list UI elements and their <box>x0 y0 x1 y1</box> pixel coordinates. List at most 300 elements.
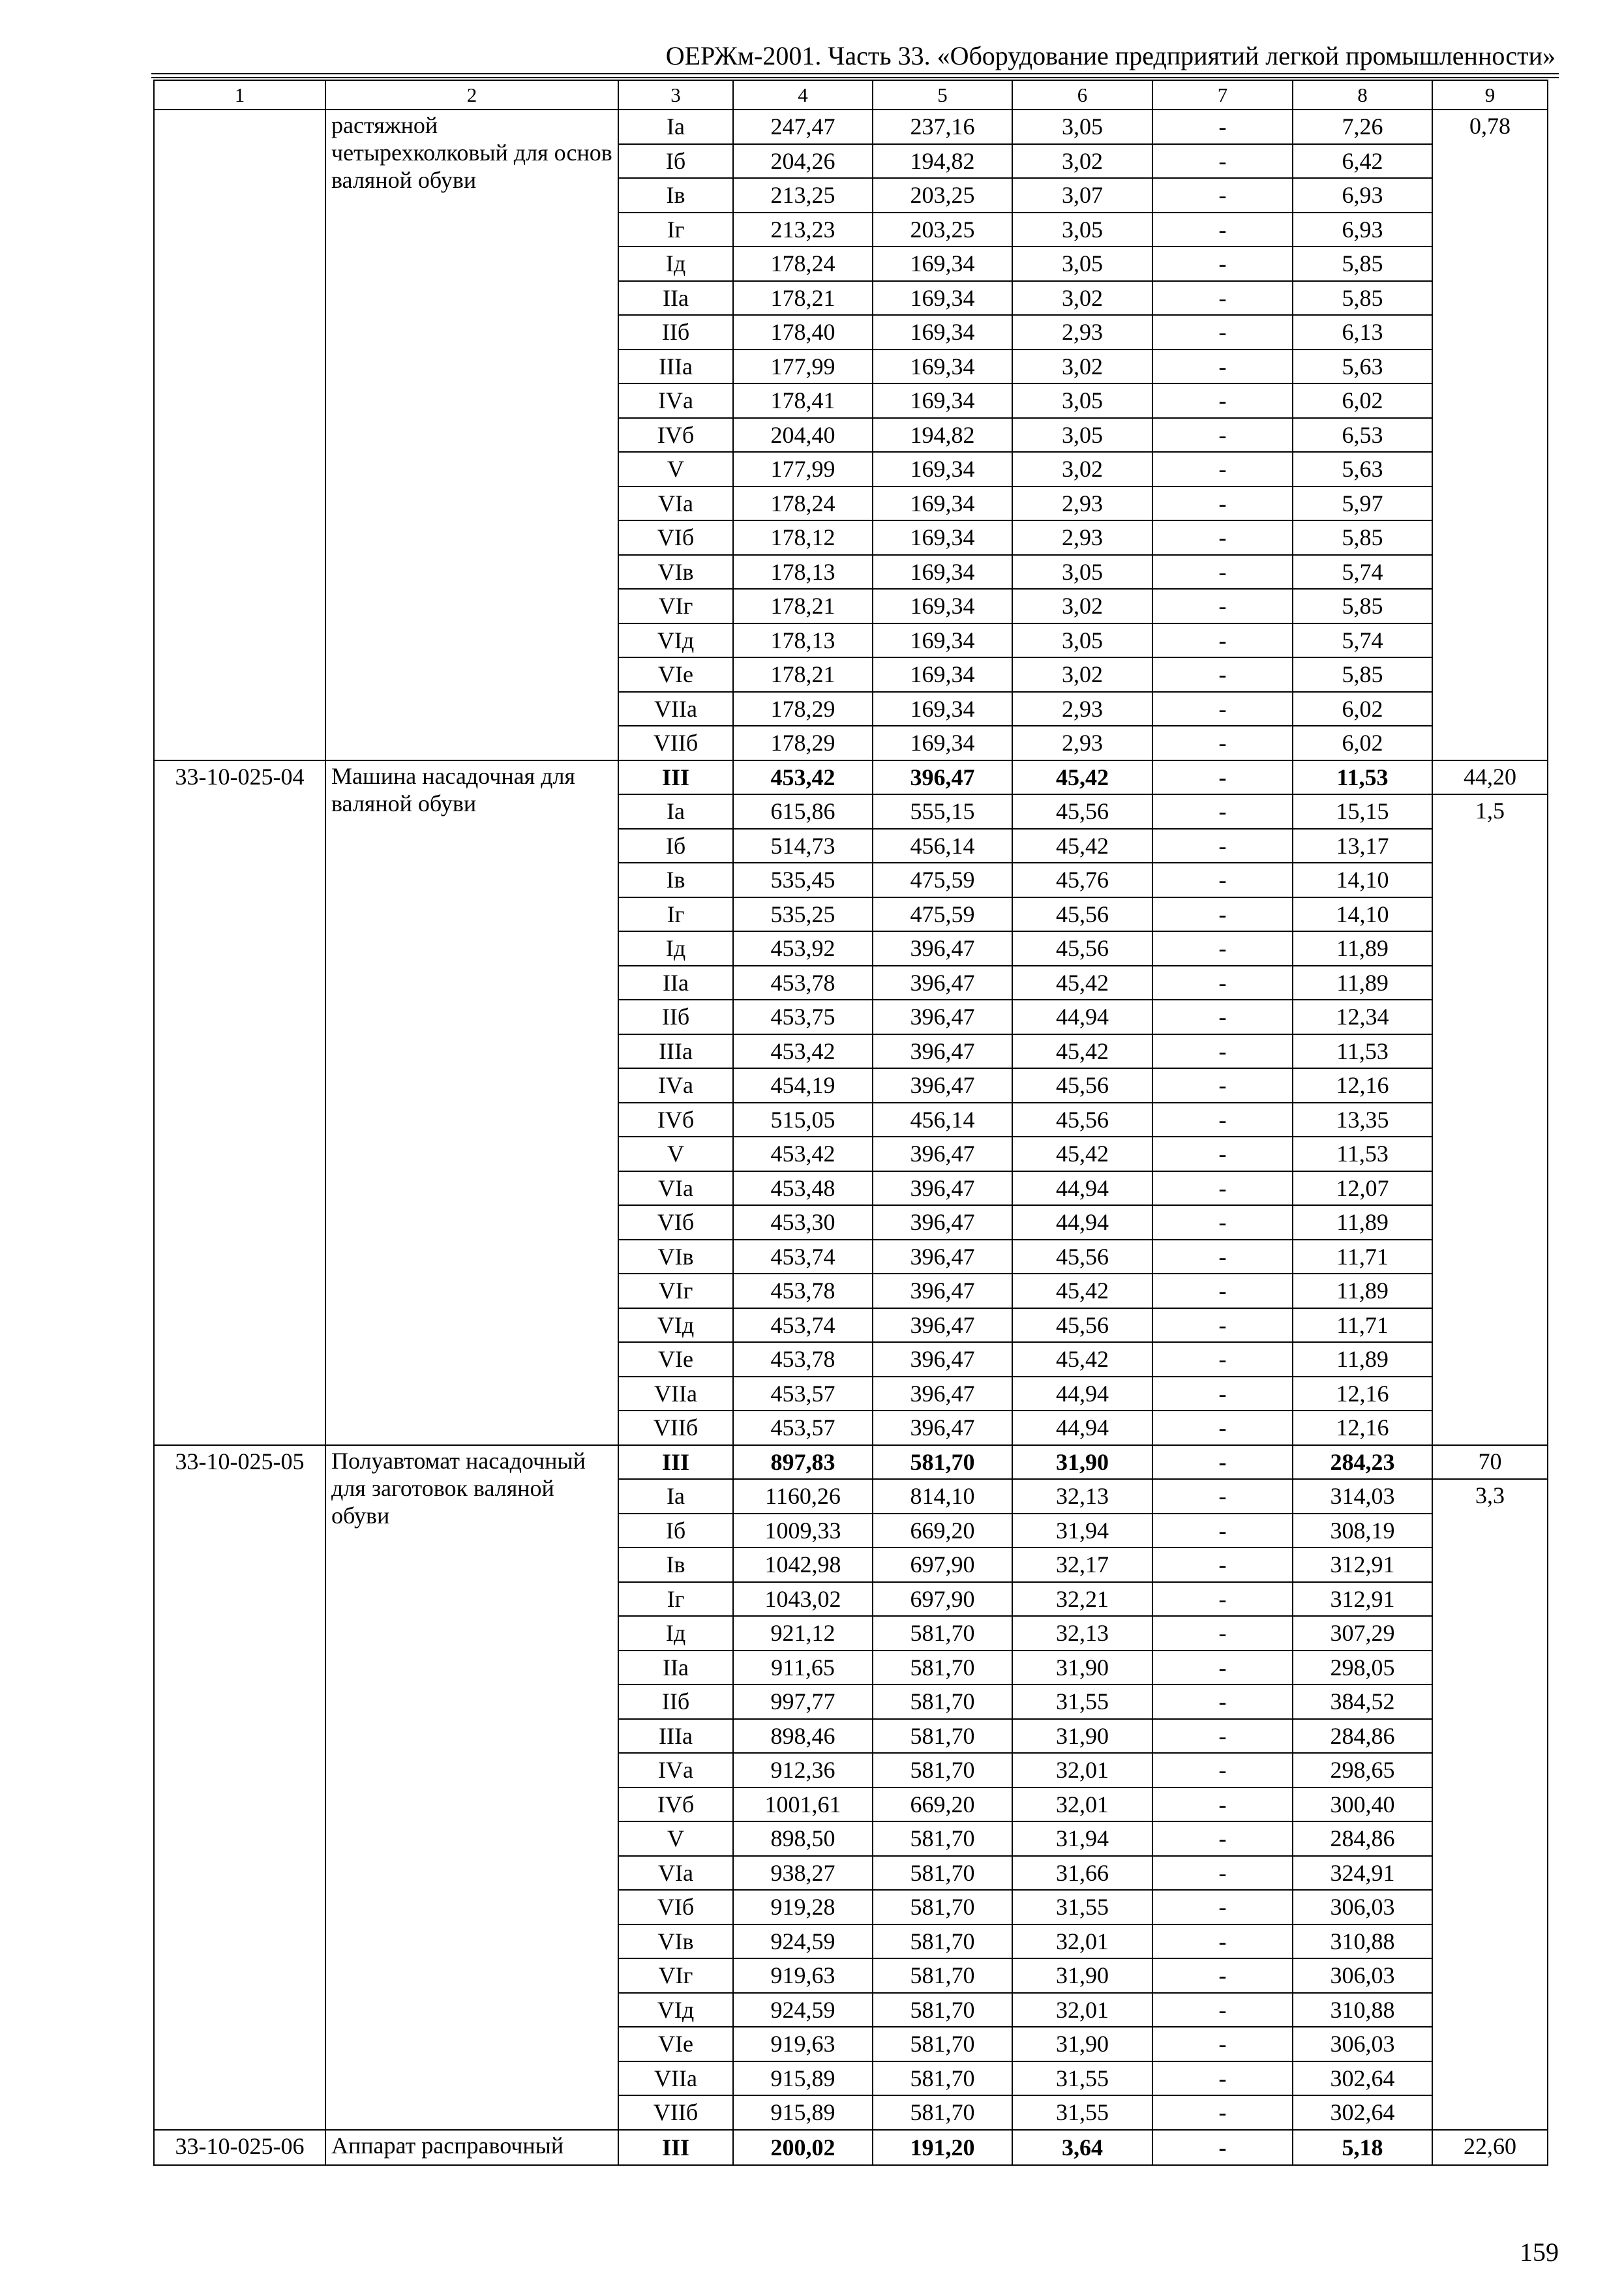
value-cell: - <box>1152 555 1293 590</box>
value-cell: - <box>1152 931 1293 966</box>
value-cell: 44,94 <box>1012 1000 1152 1034</box>
value-cell: 12,16 <box>1293 1377 1432 1411</box>
value-cell: 396,47 <box>873 1377 1012 1411</box>
value-cell: 915,89 <box>733 2061 873 2096</box>
value-cell: 453,42 <box>733 1137 873 1171</box>
value-cell: 298,65 <box>1293 1753 1432 1788</box>
value-cell: - <box>1152 726 1293 760</box>
zone-cell: III <box>618 760 733 795</box>
value-cell: 6,13 <box>1293 315 1432 350</box>
value-cell: 3,02 <box>1012 350 1152 384</box>
zone-cell: IIа <box>618 966 733 1000</box>
col9-cell: 44,20 <box>1432 760 1548 795</box>
value-cell: 453,78 <box>733 1342 873 1377</box>
value-cell: - <box>1152 829 1293 863</box>
value-cell: 453,42 <box>733 1034 873 1069</box>
value-cell: 3,05 <box>1012 383 1152 418</box>
value-cell: 456,14 <box>873 1103 1012 1137</box>
zone-cell: VIе <box>618 1342 733 1377</box>
value-cell: 169,34 <box>873 623 1012 658</box>
value-cell: 32,01 <box>1012 1993 1152 2027</box>
value-cell: 581,70 <box>873 1821 1012 1856</box>
value-cell: 11,89 <box>1293 931 1432 966</box>
value-cell: 312,91 <box>1293 1582 1432 1617</box>
value-cell: 5,74 <box>1293 623 1432 658</box>
value-cell: 12,16 <box>1293 1411 1432 1445</box>
table-row <box>154 1445 1548 1480</box>
value-cell: 581,70 <box>873 1684 1012 1719</box>
column-number: 7 <box>1152 80 1293 110</box>
value-cell: - <box>1152 350 1293 384</box>
value-cell: 45,42 <box>1012 829 1152 863</box>
zone-cell: IVа <box>618 383 733 418</box>
value-cell: 814,10 <box>873 1479 1012 1514</box>
value-cell: 475,59 <box>873 897 1012 932</box>
value-cell: 31,90 <box>1012 1719 1152 1754</box>
value-cell: - <box>1152 178 1293 213</box>
value-cell: 697,90 <box>873 1582 1012 1617</box>
value-cell: - <box>1152 1342 1293 1377</box>
value-cell: 200,02 <box>733 2130 873 2166</box>
value-cell: 45,42 <box>1012 1137 1152 1171</box>
zone-cell: VIа <box>618 1856 733 1891</box>
value-cell: 1042,98 <box>733 1548 873 1582</box>
value-cell: - <box>1152 486 1293 521</box>
zone-cell: VIг <box>618 1274 733 1308</box>
zone-cell: Iд <box>618 931 733 966</box>
value-cell: - <box>1152 1377 1293 1411</box>
value-cell: 45,42 <box>1012 760 1152 795</box>
zone-cell: VIб <box>618 520 733 555</box>
value-cell: - <box>1152 623 1293 658</box>
value-cell: 5,85 <box>1293 520 1432 555</box>
zone-cell: V <box>618 1821 733 1856</box>
zone-cell: VIIа <box>618 1377 733 1411</box>
zone-cell: VIг <box>618 1958 733 1993</box>
value-cell: 300,40 <box>1293 1788 1432 1822</box>
rate-code: 33-10-025-05 <box>154 1445 325 2130</box>
value-cell: 44,94 <box>1012 1411 1152 1445</box>
value-cell: 3,05 <box>1012 247 1152 281</box>
zone-cell: VIв <box>618 1924 733 1959</box>
value-cell: 453,92 <box>733 931 873 966</box>
value-cell: 384,52 <box>1293 1684 1432 1719</box>
value-cell: 5,97 <box>1293 486 1432 521</box>
value-cell: 581,70 <box>873 1753 1012 1788</box>
value-cell: - <box>1152 213 1293 247</box>
column-number: 9 <box>1432 80 1548 110</box>
value-cell: 396,47 <box>873 1034 1012 1069</box>
value-cell: 45,42 <box>1012 1034 1152 1069</box>
zone-cell: VIе <box>618 2027 733 2061</box>
value-cell: - <box>1152 863 1293 897</box>
value-cell: 178,21 <box>733 281 873 316</box>
value-cell: 44,94 <box>1012 1205 1152 1240</box>
value-cell: 310,88 <box>1293 1924 1432 1959</box>
zone-cell: VIIа <box>618 2061 733 2096</box>
value-cell: 3,02 <box>1012 452 1152 486</box>
value-cell: - <box>1152 1719 1293 1754</box>
value-cell: 45,56 <box>1012 1308 1152 1343</box>
value-cell: 5,63 <box>1293 452 1432 486</box>
table-row <box>154 110 1548 144</box>
value-cell: 7,26 <box>1293 110 1432 144</box>
value-cell: 1009,33 <box>733 1514 873 1548</box>
zone-cell: IVб <box>618 418 733 453</box>
value-cell: 204,40 <box>733 418 873 453</box>
value-cell: 396,47 <box>873 760 1012 795</box>
value-cell: 178,21 <box>733 657 873 692</box>
value-cell: 213,23 <box>733 213 873 247</box>
zone-cell: IIа <box>618 281 733 316</box>
value-cell: 897,83 <box>733 1445 873 1480</box>
value-cell: 204,26 <box>733 144 873 179</box>
value-cell: 44,94 <box>1012 1377 1152 1411</box>
value-cell: 194,82 <box>873 144 1012 179</box>
header-rule <box>151 73 1559 74</box>
value-cell: 306,03 <box>1293 1958 1432 1993</box>
value-cell: 6,02 <box>1293 383 1432 418</box>
value-cell: 11,89 <box>1293 1342 1432 1377</box>
value-cell: 203,25 <box>873 213 1012 247</box>
value-cell: 581,70 <box>873 2095 1012 2130</box>
value-cell: - <box>1152 1514 1293 1548</box>
value-cell: 32,17 <box>1012 1548 1152 1582</box>
value-cell: 6,02 <box>1293 692 1432 726</box>
value-cell: 581,70 <box>873 1958 1012 1993</box>
value-cell: 12,07 <box>1293 1171 1432 1206</box>
page-number: 159 <box>1520 2237 1559 2267</box>
value-cell: 177,99 <box>733 350 873 384</box>
value-cell: 45,56 <box>1012 794 1152 829</box>
value-cell: 2,93 <box>1012 726 1152 760</box>
value-cell: 456,14 <box>873 829 1012 863</box>
zone-cell: V <box>618 452 733 486</box>
value-cell: 178,21 <box>733 589 873 623</box>
value-cell: 45,42 <box>1012 1274 1152 1308</box>
zone-cell: VIIб <box>618 1411 733 1445</box>
value-cell: 581,70 <box>873 2061 1012 2096</box>
value-cell: 178,29 <box>733 692 873 726</box>
value-cell: 453,42 <box>733 760 873 795</box>
value-cell: - <box>1152 2061 1293 2096</box>
value-cell: 44,94 <box>1012 1171 1152 1206</box>
value-cell: 312,91 <box>1293 1548 1432 1582</box>
value-cell: 178,13 <box>733 623 873 658</box>
value-cell: 169,34 <box>873 657 1012 692</box>
value-cell: 31,90 <box>1012 1651 1152 1685</box>
zone-cell: Iв <box>618 863 733 897</box>
value-cell: - <box>1152 315 1293 350</box>
value-cell: 31,55 <box>1012 1684 1152 1719</box>
value-cell: 6,53 <box>1293 418 1432 453</box>
value-cell: 615,86 <box>733 794 873 829</box>
zone-cell: Iг <box>618 897 733 932</box>
value-cell: 453,74 <box>733 1240 873 1274</box>
value-cell: 898,50 <box>733 1821 873 1856</box>
zone-cell: IIб <box>618 1000 733 1034</box>
col9-cell: 1,5 <box>1432 794 1548 1445</box>
value-cell: 32,01 <box>1012 1753 1152 1788</box>
column-number: 4 <box>733 80 873 110</box>
value-cell: 396,47 <box>873 931 1012 966</box>
zone-cell: Iг <box>618 1582 733 1617</box>
value-cell: 178,12 <box>733 520 873 555</box>
column-number: 8 <box>1293 80 1432 110</box>
col9-cell: 0,78 <box>1432 110 1548 760</box>
value-cell: 45,56 <box>1012 1103 1152 1137</box>
value-cell: 396,47 <box>873 966 1012 1000</box>
value-cell: - <box>1152 1616 1293 1651</box>
zone-cell: III <box>618 2130 733 2166</box>
value-cell: 997,77 <box>733 1684 873 1719</box>
value-cell: 45,56 <box>1012 931 1152 966</box>
value-cell: - <box>1152 1137 1293 1171</box>
value-cell: - <box>1152 1068 1293 1103</box>
value-cell: 5,18 <box>1293 2130 1432 2166</box>
value-cell: 298,05 <box>1293 1651 1432 1685</box>
value-cell: 284,86 <box>1293 1719 1432 1754</box>
value-cell: 6,02 <box>1293 726 1432 760</box>
value-cell: 3,07 <box>1012 178 1152 213</box>
value-cell: 5,85 <box>1293 657 1432 692</box>
value-cell: - <box>1152 1103 1293 1137</box>
zone-cell: IIIа <box>618 350 733 384</box>
value-cell: 581,70 <box>873 1890 1012 1924</box>
zone-cell: VIб <box>618 1205 733 1240</box>
value-cell: 32,21 <box>1012 1582 1152 1617</box>
value-cell: 11,53 <box>1293 760 1432 795</box>
value-cell: 178,24 <box>733 247 873 281</box>
value-cell: 453,74 <box>733 1308 873 1343</box>
value-cell: 453,78 <box>733 966 873 1000</box>
table-row <box>154 2130 1548 2166</box>
value-cell: 396,47 <box>873 1171 1012 1206</box>
value-cell: 45,42 <box>1012 1342 1152 1377</box>
value-cell: 3,05 <box>1012 213 1152 247</box>
value-cell: - <box>1152 281 1293 316</box>
value-cell: 307,29 <box>1293 1616 1432 1651</box>
zone-cell: III <box>618 1445 733 1480</box>
value-cell: 314,03 <box>1293 1479 1432 1514</box>
value-cell: 169,34 <box>873 555 1012 590</box>
value-cell: - <box>1152 383 1293 418</box>
value-cell: 32,13 <box>1012 1616 1152 1651</box>
zone-cell: VIв <box>618 555 733 590</box>
zone-cell: VIе <box>618 657 733 692</box>
value-cell: 3,02 <box>1012 657 1152 692</box>
equipment-name: растяжной четырехколковый для основ валяной обуви <box>325 110 618 760</box>
value-cell: - <box>1152 1958 1293 1993</box>
value-cell: 310,88 <box>1293 1993 1432 2027</box>
value-cell: 203,25 <box>873 178 1012 213</box>
value-cell: 898,46 <box>733 1719 873 1754</box>
zone-cell: VIг <box>618 589 733 623</box>
value-cell: 535,45 <box>733 863 873 897</box>
value-cell: 169,34 <box>873 486 1012 521</box>
zone-cell: V <box>618 1137 733 1171</box>
zone-cell: VIIб <box>618 2095 733 2130</box>
zone-cell: VIIа <box>618 692 733 726</box>
value-cell: 169,34 <box>873 692 1012 726</box>
value-cell: 306,03 <box>1293 2027 1432 2061</box>
value-cell: - <box>1152 1274 1293 1308</box>
zone-cell: VIб <box>618 1890 733 1924</box>
value-cell: 177,99 <box>733 452 873 486</box>
value-cell: 514,73 <box>733 829 873 863</box>
value-cell: 581,70 <box>873 1445 1012 1480</box>
value-cell: 1160,26 <box>733 1479 873 1514</box>
value-cell: 919,28 <box>733 1890 873 1924</box>
value-cell: - <box>1152 1890 1293 1924</box>
value-cell: 938,27 <box>733 1856 873 1891</box>
value-cell: 178,29 <box>733 726 873 760</box>
value-cell: 31,94 <box>1012 1514 1152 1548</box>
value-cell: - <box>1152 520 1293 555</box>
zone-cell: IVб <box>618 1103 733 1137</box>
zone-cell: Iб <box>618 144 733 179</box>
value-cell: 2,93 <box>1012 520 1152 555</box>
value-cell: - <box>1152 1240 1293 1274</box>
value-cell: - <box>1152 760 1293 795</box>
value-cell: 3,64 <box>1012 2130 1152 2166</box>
value-cell: 454,19 <box>733 1068 873 1103</box>
value-cell: 5,85 <box>1293 281 1432 316</box>
value-cell: 555,15 <box>873 794 1012 829</box>
value-cell: 1001,61 <box>733 1788 873 1822</box>
value-cell: - <box>1152 966 1293 1000</box>
value-cell: 697,90 <box>873 1548 1012 1582</box>
value-cell: 475,59 <box>873 863 1012 897</box>
value-cell: 581,70 <box>873 1856 1012 1891</box>
value-cell: 924,59 <box>733 1924 873 1959</box>
value-cell: - <box>1152 1684 1293 1719</box>
value-cell: 5,63 <box>1293 350 1432 384</box>
value-cell: - <box>1152 2130 1293 2166</box>
zone-cell: Iд <box>618 247 733 281</box>
value-cell: 912,36 <box>733 1753 873 1788</box>
value-cell: - <box>1152 1171 1293 1206</box>
value-cell: 169,34 <box>873 520 1012 555</box>
zone-cell: Iв <box>618 1548 733 1582</box>
value-cell: 191,20 <box>873 2130 1012 2166</box>
value-cell: 169,34 <box>873 383 1012 418</box>
value-cell: - <box>1152 1651 1293 1685</box>
value-cell: 911,65 <box>733 1651 873 1685</box>
value-cell: 302,64 <box>1293 2095 1432 2130</box>
value-cell: 396,47 <box>873 1411 1012 1445</box>
value-cell: - <box>1152 1000 1293 1034</box>
value-cell: 308,19 <box>1293 1514 1432 1548</box>
value-cell: 6,93 <box>1293 213 1432 247</box>
value-cell: 237,16 <box>873 110 1012 144</box>
value-cell: 11,89 <box>1293 1205 1432 1240</box>
value-cell: 581,70 <box>873 1651 1012 1685</box>
value-cell: 213,25 <box>733 178 873 213</box>
value-cell: 31,90 <box>1012 1445 1152 1480</box>
value-cell: 31,55 <box>1012 1890 1152 1924</box>
value-cell: 5,85 <box>1293 247 1432 281</box>
value-cell: 302,64 <box>1293 2061 1432 2096</box>
value-cell: 31,94 <box>1012 1821 1152 1856</box>
value-cell: - <box>1152 452 1293 486</box>
zone-cell: IIа <box>618 1651 733 1685</box>
value-cell: 919,63 <box>733 2027 873 2061</box>
value-cell: 396,47 <box>873 1068 1012 1103</box>
value-cell: 453,30 <box>733 1205 873 1240</box>
value-cell: 3,05 <box>1012 623 1152 658</box>
value-cell: 1043,02 <box>733 1582 873 1617</box>
rate-code: 33-10-025-06 <box>154 2130 325 2166</box>
value-cell: 45,56 <box>1012 897 1152 932</box>
value-cell: 453,75 <box>733 1000 873 1034</box>
value-cell: 14,10 <box>1293 863 1432 897</box>
value-cell: 178,13 <box>733 555 873 590</box>
value-cell: 12,16 <box>1293 1068 1432 1103</box>
rate-code <box>154 110 325 760</box>
equipment-name: Полуавтомат насадочный для заготовок валяной обуви <box>325 1445 618 2130</box>
value-cell: 396,47 <box>873 1274 1012 1308</box>
value-cell: 178,24 <box>733 486 873 521</box>
zone-cell: VIд <box>618 1993 733 2027</box>
zone-cell: VIа <box>618 1171 733 1206</box>
value-cell: 31,55 <box>1012 2095 1152 2130</box>
value-cell: 169,34 <box>873 589 1012 623</box>
zone-cell: VIа <box>618 486 733 521</box>
value-cell: 11,89 <box>1293 966 1432 1000</box>
value-cell: 324,91 <box>1293 1856 1432 1891</box>
value-cell: 396,47 <box>873 1240 1012 1274</box>
value-cell: 535,25 <box>733 897 873 932</box>
value-cell: 5,74 <box>1293 555 1432 590</box>
value-cell: 2,93 <box>1012 315 1152 350</box>
column-number: 5 <box>873 80 1012 110</box>
value-cell: 3,05 <box>1012 555 1152 590</box>
value-cell: - <box>1152 2095 1293 2130</box>
equipment-name: Машина насадочная для валяной обуви <box>325 760 618 1445</box>
zone-cell: IVа <box>618 1068 733 1103</box>
value-cell: - <box>1152 794 1293 829</box>
value-cell: 15,15 <box>1293 794 1432 829</box>
value-cell: 11,71 <box>1293 1240 1432 1274</box>
zone-cell: IVб <box>618 1788 733 1822</box>
value-cell: 169,34 <box>873 281 1012 316</box>
value-cell: 396,47 <box>873 1342 1012 1377</box>
column-number: 2 <box>325 80 618 110</box>
value-cell: 32,01 <box>1012 1924 1152 1959</box>
zone-cell: IIIа <box>618 1719 733 1754</box>
col9-cell: 70 <box>1432 1445 1548 1480</box>
value-cell: - <box>1152 144 1293 179</box>
value-cell: 11,71 <box>1293 1308 1432 1343</box>
zone-cell: VIIб <box>618 726 733 760</box>
value-cell: 2,93 <box>1012 692 1152 726</box>
value-cell: 31,55 <box>1012 2061 1152 2096</box>
value-cell: 919,63 <box>733 1958 873 1993</box>
zone-cell: Iг <box>618 213 733 247</box>
zone-cell: IVа <box>618 1753 733 1788</box>
value-cell: 284,86 <box>1293 1821 1432 1856</box>
value-cell: 6,93 <box>1293 178 1432 213</box>
value-cell: 306,03 <box>1293 1890 1432 1924</box>
value-cell: 3,02 <box>1012 589 1152 623</box>
value-cell: 581,70 <box>873 1993 1012 2027</box>
col9-cell: 22,60 <box>1432 2130 1548 2166</box>
value-cell: 45,56 <box>1012 1240 1152 1274</box>
value-cell: 31,90 <box>1012 1958 1152 1993</box>
value-cell: 31,66 <box>1012 1856 1152 1891</box>
value-cell: 3,02 <box>1012 144 1152 179</box>
